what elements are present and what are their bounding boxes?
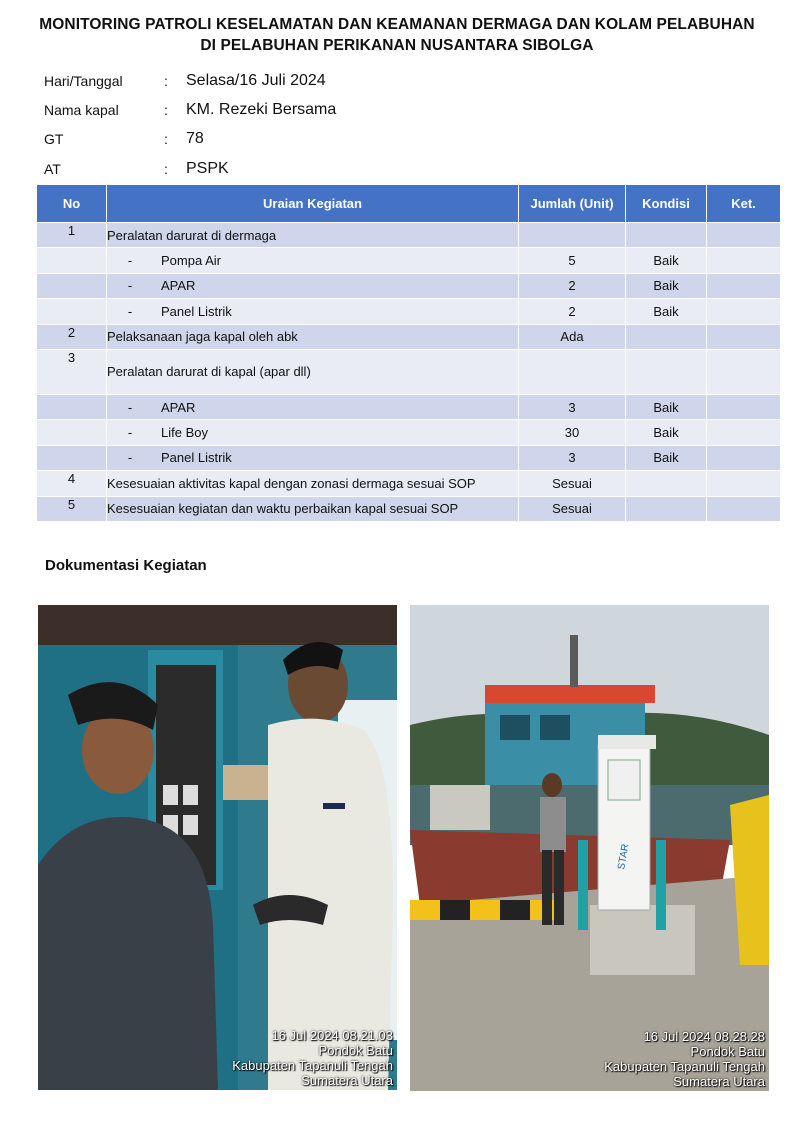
cell-uraian [107,299,519,324]
info-value: 78 [186,130,204,148]
patrol-checklist-table [36,184,781,522]
cell-ket [707,496,781,521]
cell-ket [707,248,781,273]
stamp-regency: Kabupaten Tapanuli Tengah [604,1059,765,1074]
info-colon: : [164,160,168,177]
cell-jumlah: 5 [519,248,626,273]
cell-uraian: Peralatan darurat di dermaga [107,223,519,248]
info-row-at [44,154,336,183]
photo-2-timestamp [604,1029,765,1089]
stamp-province: Sumatera Utara [301,1073,393,1088]
cell-jumlah [519,349,626,394]
header-jumlah: Jumlah (Unit) [519,185,626,223]
cell-jumlah: 3 [519,445,626,470]
stamp-location: Pondok Batu [690,1044,765,1059]
cell-no [37,420,107,445]
info-row-gt [44,125,336,154]
stamp-datetime: 16 Jul 2024 08.28.28 [643,1029,765,1044]
cell-jumlah: 3 [519,394,626,419]
cell-jumlah: Sesuai [519,496,626,521]
cell-no: 1 [37,223,107,248]
item-name: Pompa Air [161,253,221,269]
cell-uraian [107,445,519,470]
info-value: PSPK [186,159,229,177]
photo-dock-illustration [410,605,769,1091]
documentation-photo-2 [410,605,769,1091]
table-row [37,223,781,248]
bullet-dash: - [127,303,133,319]
header-uraian: Uraian Kegiatan [107,185,519,223]
cell-ket [707,471,781,496]
cell-kondisi: Baik [626,273,707,298]
header-kondisi: Kondisi [626,185,707,223]
cell-kondisi [626,496,707,521]
table-row [37,471,781,496]
cell-uraian: Kesesuaian kegiatan dan waktu perbaikan kapal sesuai SOP [107,496,519,521]
documentation-title: Dokumentasi Kegiatan [45,557,207,574]
info-colon: : [164,72,168,89]
cell-uraian: Kesesuaian aktivitas kapal dengan zonasi dermaga sesuai SOP [107,471,519,496]
item-name: Panel Listrik [161,450,232,466]
cell-kondisi: Baik [626,248,707,273]
stamp-province: Sumatera Utara [673,1074,765,1089]
table-row [37,248,781,273]
vessel-info [44,66,336,183]
header-no: No [37,185,107,223]
cell-kondisi [626,223,707,248]
cell-kondisi: Baik [626,420,707,445]
info-row-ship-name [44,95,336,124]
cell-kondisi: Baik [626,445,707,470]
table-row [37,324,781,349]
pump-brand-label: STAR [616,843,632,871]
cell-ket [707,445,781,470]
cell-ket [707,324,781,349]
cell-uraian [107,394,519,419]
cell-ket [707,394,781,419]
cell-kondisi [626,471,707,496]
cell-jumlah: 30 [519,420,626,445]
cell-kondisi [626,324,707,349]
document-title-line1: MONITORING PATROLI KESELAMATAN DAN KEAMANAN DERMAGA DAN KOLAM PELABUHAN [39,16,755,33]
cell-uraian [107,420,519,445]
cell-uraian: Pelaksanaan jaga kapal oleh abk [107,324,519,349]
cell-kondisi: Baik [626,299,707,324]
cell-no [37,248,107,273]
info-label: Hari/Tanggal [44,72,123,89]
cell-no [37,273,107,298]
bullet-dash: - [127,450,133,466]
info-colon: : [164,101,168,118]
bullet-dash: - [127,253,133,269]
table-row [37,496,781,521]
table-header-row [37,185,781,223]
cell-jumlah: 2 [519,273,626,298]
cell-kondisi: Baik [626,394,707,419]
cell-no: 2 [37,324,107,349]
photo-1-timestamp [232,1028,393,1088]
cell-no: 4 [37,471,107,496]
cell-no [37,394,107,419]
bullet-dash: - [127,399,133,415]
cell-kondisi [626,349,707,394]
header-ket: Ket. [707,185,781,223]
stamp-location: Pondok Batu [318,1043,393,1058]
cell-ket [707,349,781,394]
document-title-line2: DI PELABUHAN PERIKANAN NUSANTARA SIBOLGA [200,37,594,54]
cell-uraian: Peralatan darurat di kapal (apar dll) [107,349,519,394]
cell-jumlah [519,223,626,248]
item-name: APAR [161,278,196,294]
documentation-photo-1 [38,605,397,1090]
info-label: GT [44,131,64,148]
cell-no: 5 [37,496,107,521]
info-colon: : [164,131,168,148]
photo-engine-room-illustration [38,605,397,1090]
cell-jumlah: Sesuai [519,471,626,496]
info-value: KM. Rezeki Bersama [186,100,337,118]
bullet-dash: - [127,425,133,441]
table-row [37,394,781,419]
table-row [37,445,781,470]
cell-ket [707,299,781,324]
cell-no [37,299,107,324]
info-label: AT [44,160,61,177]
cell-ket [707,273,781,298]
cell-uraian [107,273,519,298]
stamp-regency: Kabupaten Tapanuli Tengah [232,1058,393,1073]
cell-jumlah: 2 [519,299,626,324]
table-row [37,349,781,394]
cell-jumlah: Ada [519,324,626,349]
stamp-datetime: 16 Jul 2024 08.21.03 [271,1028,393,1043]
bullet-dash: - [127,278,133,294]
item-name: APAR [161,399,196,415]
item-name: Panel Listrik [161,303,232,319]
table-row [37,420,781,445]
cell-no [37,445,107,470]
info-label: Nama kapal [44,101,119,118]
info-row-date [44,66,336,95]
info-value: Selasa/16 Juli 2024 [186,71,326,89]
cell-uraian [107,248,519,273]
table-row [37,273,781,298]
cell-ket [707,223,781,248]
item-name: Life Boy [161,425,208,441]
cell-ket [707,420,781,445]
table-row [37,299,781,324]
cell-no: 3 [37,349,107,394]
